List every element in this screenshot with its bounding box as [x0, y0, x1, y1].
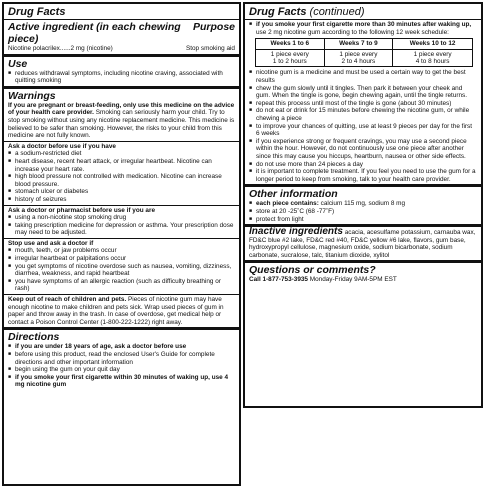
other-information-section	[245, 184, 481, 224]
questions-contact: Call 1-877-753-3935 Monday-Friday 9AM-5PM EST	[249, 276, 397, 284]
directions-section	[4, 327, 239, 390]
list-item: ■ do not eat or drink for 15 minutes before chewing the nicotine gum, or while chewing a piece	[249, 107, 477, 122]
list-item: ■ nicotine gum is a medicine and must be used a certain way to get the best results	[249, 69, 477, 84]
directions-heading: Directions	[8, 331, 60, 344]
list-item: ■ stomach ulcer or diabetes	[8, 188, 235, 196]
list-item: ■ a sodium-restricted diet	[8, 150, 235, 158]
questions-heading: Questions or comments?	[249, 264, 376, 277]
list-item: ■ protect from light	[249, 216, 477, 224]
list-item: ■ heart disease, recent heart attack, or irregular heartbeat. Nicotine can increase your heart rate.	[8, 158, 235, 173]
directions-continued-section	[245, 19, 481, 184]
list-item: ■ to improve your chances of quitting, use at least 9 pieces per day for the first 6 weeks	[249, 123, 477, 138]
active-ingredient-heading: Active ingredient (in each chewing piece)	[8, 21, 181, 45]
list-item: ■ it is important to complete treatment. If you feel you need to use the gum for a longer period to keep from smoking, talk to your health care provider.	[249, 168, 477, 183]
stop-use-heading: Stop use and ask a doctor if	[8, 239, 94, 247]
use-item: ■ reduces withdrawal symptoms, including nicotine craving, associated with quitting smoking	[8, 70, 235, 85]
list-item: ■ using a non-nicotine stop smoking drug	[8, 214, 235, 222]
schedule-intro: ■ if you smoke your first cigarette more than 30 minutes after waking up, use 2 mg nicotine gum according to the following 12 week schedule:	[249, 21, 477, 36]
list-item: ■ if you are under 18 years of age, ask a doctor before use	[8, 343, 235, 351]
list-item: ■ irregular heartbeat or palpitations occur	[8, 255, 235, 263]
table-header: Weeks 1 to 6	[256, 39, 325, 49]
use-section	[4, 54, 239, 86]
list-item: ■ history of seizures	[8, 196, 235, 204]
list-item: ■ you get symptoms of nicotine overdose such as nausea, vomiting, dizziness, diarrhea, weakness, and rapid heartbeat	[8, 263, 235, 278]
ask-doctor-heading: Ask a doctor before use if you have	[8, 142, 116, 150]
inactive-ingredients-heading: Inactive ingredients	[249, 226, 343, 238]
pregnancy-warning: If you are pregnant or breast-feeding, only use this medicine on the advice of your health care provider. Smoking can seriously harm your child. Try to stop smoking without using any nicotine replacement medicine. This medicine is believed to be safer than smoking. However, the risks to your child from this medicine are not fully known.	[8, 101, 235, 140]
drug-facts-left-panel	[2, 2, 241, 486]
list-item: ■ chew the gum slowly until it tingles. Then park it between your cheek and gum. When the tingle is gone, begin chewing again, until the tingle returns.	[249, 85, 477, 100]
table-header: Weeks 10 to 12	[393, 39, 473, 49]
ask-pharmacist-heading: Ask a doctor or pharmacist before use if you are	[8, 206, 156, 214]
table-cell: 1 piece every 2 to 4 hours	[324, 49, 393, 67]
table-cell: 1 piece every 4 to 8 hours	[393, 49, 473, 67]
list-item: ■ if you smoke your first cigarette within 30 minutes of waking up, use 4 mg nicotine gum	[8, 374, 235, 389]
stop-use-section	[4, 238, 239, 294]
inactive-ingredients-section	[245, 224, 481, 260]
warnings-heading: Warnings	[8, 89, 56, 102]
list-item: ■ repeat this process until most of the tingle is gone (about 30 minutes)	[249, 100, 477, 108]
purpose-heading: Purpose	[192, 21, 235, 33]
list-item: ■ each piece contains: calcium 115 mg, sodium 8 mg	[249, 200, 477, 208]
panel-title: Drug Facts	[8, 6, 66, 18]
purpose-value: Stop smoking aid	[185, 45, 235, 52]
list-item: ■ you have symptoms of an allergic reaction (such as difficulty breathing or rash)	[8, 278, 235, 293]
other-information-heading: Other information	[249, 188, 338, 201]
active-ingredient-section	[4, 19, 239, 54]
list-item: ■ begin using the gum on your quit day	[8, 366, 235, 374]
table-header: Weeks 7 to 9	[324, 39, 393, 49]
table-cell: 1 piece every 1 to 2 hours	[256, 49, 325, 67]
panel-title: Drug Facts (continued)	[249, 6, 365, 18]
ask-pharmacist-section	[4, 205, 239, 238]
keep-out-text: Keep out of reach of children and pets. Pieces of nicotine gum may have enough nicotine to make children and pets sick. Wrap used pieces of gum in paper and throw away in the trash. In case of overdose, get medical help or contact a Poison Control Center (1-800-222-1222) right away.	[8, 296, 224, 326]
use-heading: Use	[8, 57, 28, 70]
ask-doctor-section	[4, 141, 239, 205]
phone-number: Call 1-877-753-3935	[249, 276, 308, 284]
questions-section	[245, 260, 481, 285]
keep-out-section	[4, 294, 239, 327]
list-item: ■ before using this product, read the enclosed User's Guide for complete directions and other important information	[8, 351, 235, 366]
list-item: ■ high blood pressure not controlled with medication. Nicotine can increase blood pressure.	[8, 173, 235, 188]
drug-facts-right-panel	[243, 2, 483, 408]
list-item: ■ taking prescription medicine for depression or asthma. Your prescription dose may need to be adjusted.	[8, 222, 235, 237]
list-item: ■ do not use more than 24 pieces a day	[249, 161, 477, 169]
active-ingredient: Nicotine polacrilex......2 mg (nicotine)	[8, 45, 113, 52]
list-item: ■ mouth, teeth, or jaw problems occur	[8, 247, 235, 255]
dosing-schedule-table	[255, 38, 473, 67]
list-item: ■ if you experience strong or frequent cravings, you may use a second piece within the hour. However, do not continuously use one piece after another since this may cause you hiccups, heartburn, nausea or other side effects.	[249, 138, 477, 161]
list-item: ■ store at 20 -25˚C (68 -77˚F)	[249, 208, 477, 216]
warnings-section	[4, 86, 239, 141]
inactive-ingredients-text: Inactive ingredients acacia, acesulfame potassium, carnauba wax, FD&C blue #2 lake, FD&C red #40, FD&C yellow #6 lake, flavors, gum base, hydroxypropyl cellulose, magnesium oxide, sodium bicarbonate, sodium carbonate, sucralose, talc, titanium dioxide, xylitol	[249, 226, 476, 259]
